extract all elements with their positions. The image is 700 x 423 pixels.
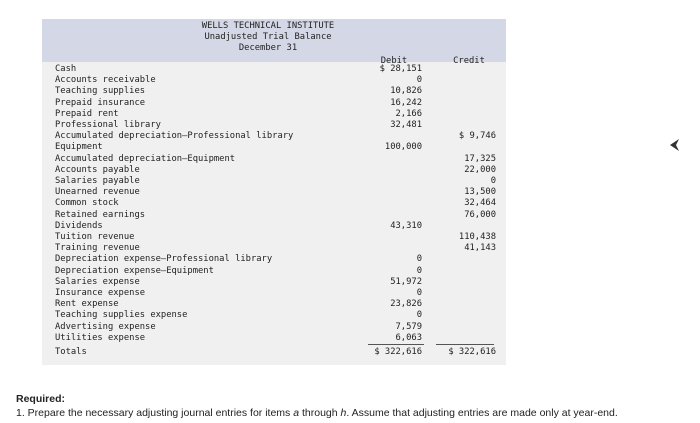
credit-amount: 0 xyxy=(490,176,496,186)
debit-amount: 16,242 xyxy=(390,97,422,108)
debit-amount: 32,481 xyxy=(390,120,422,130)
credit-amount: 13,500 xyxy=(464,187,496,198)
credit-amount: $ 9,746 xyxy=(458,131,496,142)
credit-amount: 32,464 xyxy=(464,198,496,209)
totals-label: Totals xyxy=(55,347,87,357)
debit-amount: 0 xyxy=(416,310,422,321)
credit-total-rule xyxy=(436,344,494,345)
account-name: Cash xyxy=(55,64,77,74)
account-name: Dividends xyxy=(55,220,103,231)
credit-column-header: Credit xyxy=(453,56,485,66)
account-name: Depreciation expense—Professional library xyxy=(55,254,273,265)
account-name: Equipment xyxy=(55,142,103,153)
debit-amount: 7,579 xyxy=(395,321,422,332)
account-name: Salaries payable xyxy=(55,176,140,186)
account-name: Accumulated depreciation—Professional library xyxy=(55,131,294,142)
account-name: Accounts payable xyxy=(55,164,140,175)
debit-amount: 6,063 xyxy=(395,332,422,343)
debit-amount: 0 xyxy=(416,288,422,298)
required-label: Required: xyxy=(16,393,66,405)
account-name: Teaching supplies xyxy=(55,86,146,97)
credit-amount: 41,143 xyxy=(464,243,496,254)
account-name: Depreciation expense—Equipment xyxy=(55,265,214,276)
account-name: Accumulated depreciation—Equipment xyxy=(55,153,236,164)
mouse-cursor-icon xyxy=(669,138,681,152)
account-name: Teaching supplies expense xyxy=(55,310,188,321)
debit-amount: 0 xyxy=(416,265,422,276)
debit-amount: $ 28,151 xyxy=(379,64,422,74)
debit-amount: 100,000 xyxy=(384,142,422,153)
account-name: Salaries expense xyxy=(55,276,140,287)
debit-amount: 0 xyxy=(416,254,422,265)
debit-amount: 0 xyxy=(416,75,422,86)
company-name: WELLS TECHNICAL INSTITUTE xyxy=(201,21,335,31)
account-name: Tuition revenue xyxy=(55,232,135,242)
account-name: Prepaid insurance xyxy=(55,97,146,108)
debit-total-rule xyxy=(368,344,424,345)
instruction-text: 1. Prepare the necessary adjusting journal entries for items a through h. Assume that adjusting entries are made only at year-end. xyxy=(16,407,618,419)
account-name: Insurance expense xyxy=(55,288,146,298)
credit-amount: 76,000 xyxy=(464,209,496,220)
account-name: Professional library xyxy=(55,120,161,130)
statement-date: December 31 xyxy=(238,43,298,53)
trial-balance-sheet xyxy=(42,19,506,365)
account-name: Utilities expense xyxy=(55,332,146,343)
debit-amount: 51,972 xyxy=(390,276,422,287)
account-name: Advertising expense xyxy=(55,321,156,332)
credit-total: $ 322,616 xyxy=(448,347,496,357)
account-name: Training revenue xyxy=(55,243,140,254)
debit-amount: 43,310 xyxy=(390,220,422,231)
account-name: Rent expense xyxy=(55,299,119,310)
debit-amount: 23,826 xyxy=(390,299,422,310)
debit-amount: 10,826 xyxy=(390,86,422,97)
debit-amount: 2,166 xyxy=(395,108,422,119)
credit-amount: 22,000 xyxy=(464,164,496,175)
credit-amount: 17,325 xyxy=(464,153,496,164)
account-name: Prepaid rent xyxy=(55,108,119,119)
debit-total: $ 322,616 xyxy=(374,347,422,357)
statement-title: Unadjusted Trial Balance xyxy=(204,32,332,42)
account-name: Common stock xyxy=(55,198,119,209)
account-name: Retained earnings xyxy=(55,209,146,220)
debit-column-header: Debit xyxy=(380,56,408,66)
credit-amount: 110,438 xyxy=(458,232,496,242)
account-name: Unearned revenue xyxy=(55,187,140,198)
account-name: Accounts receivable xyxy=(55,75,156,86)
